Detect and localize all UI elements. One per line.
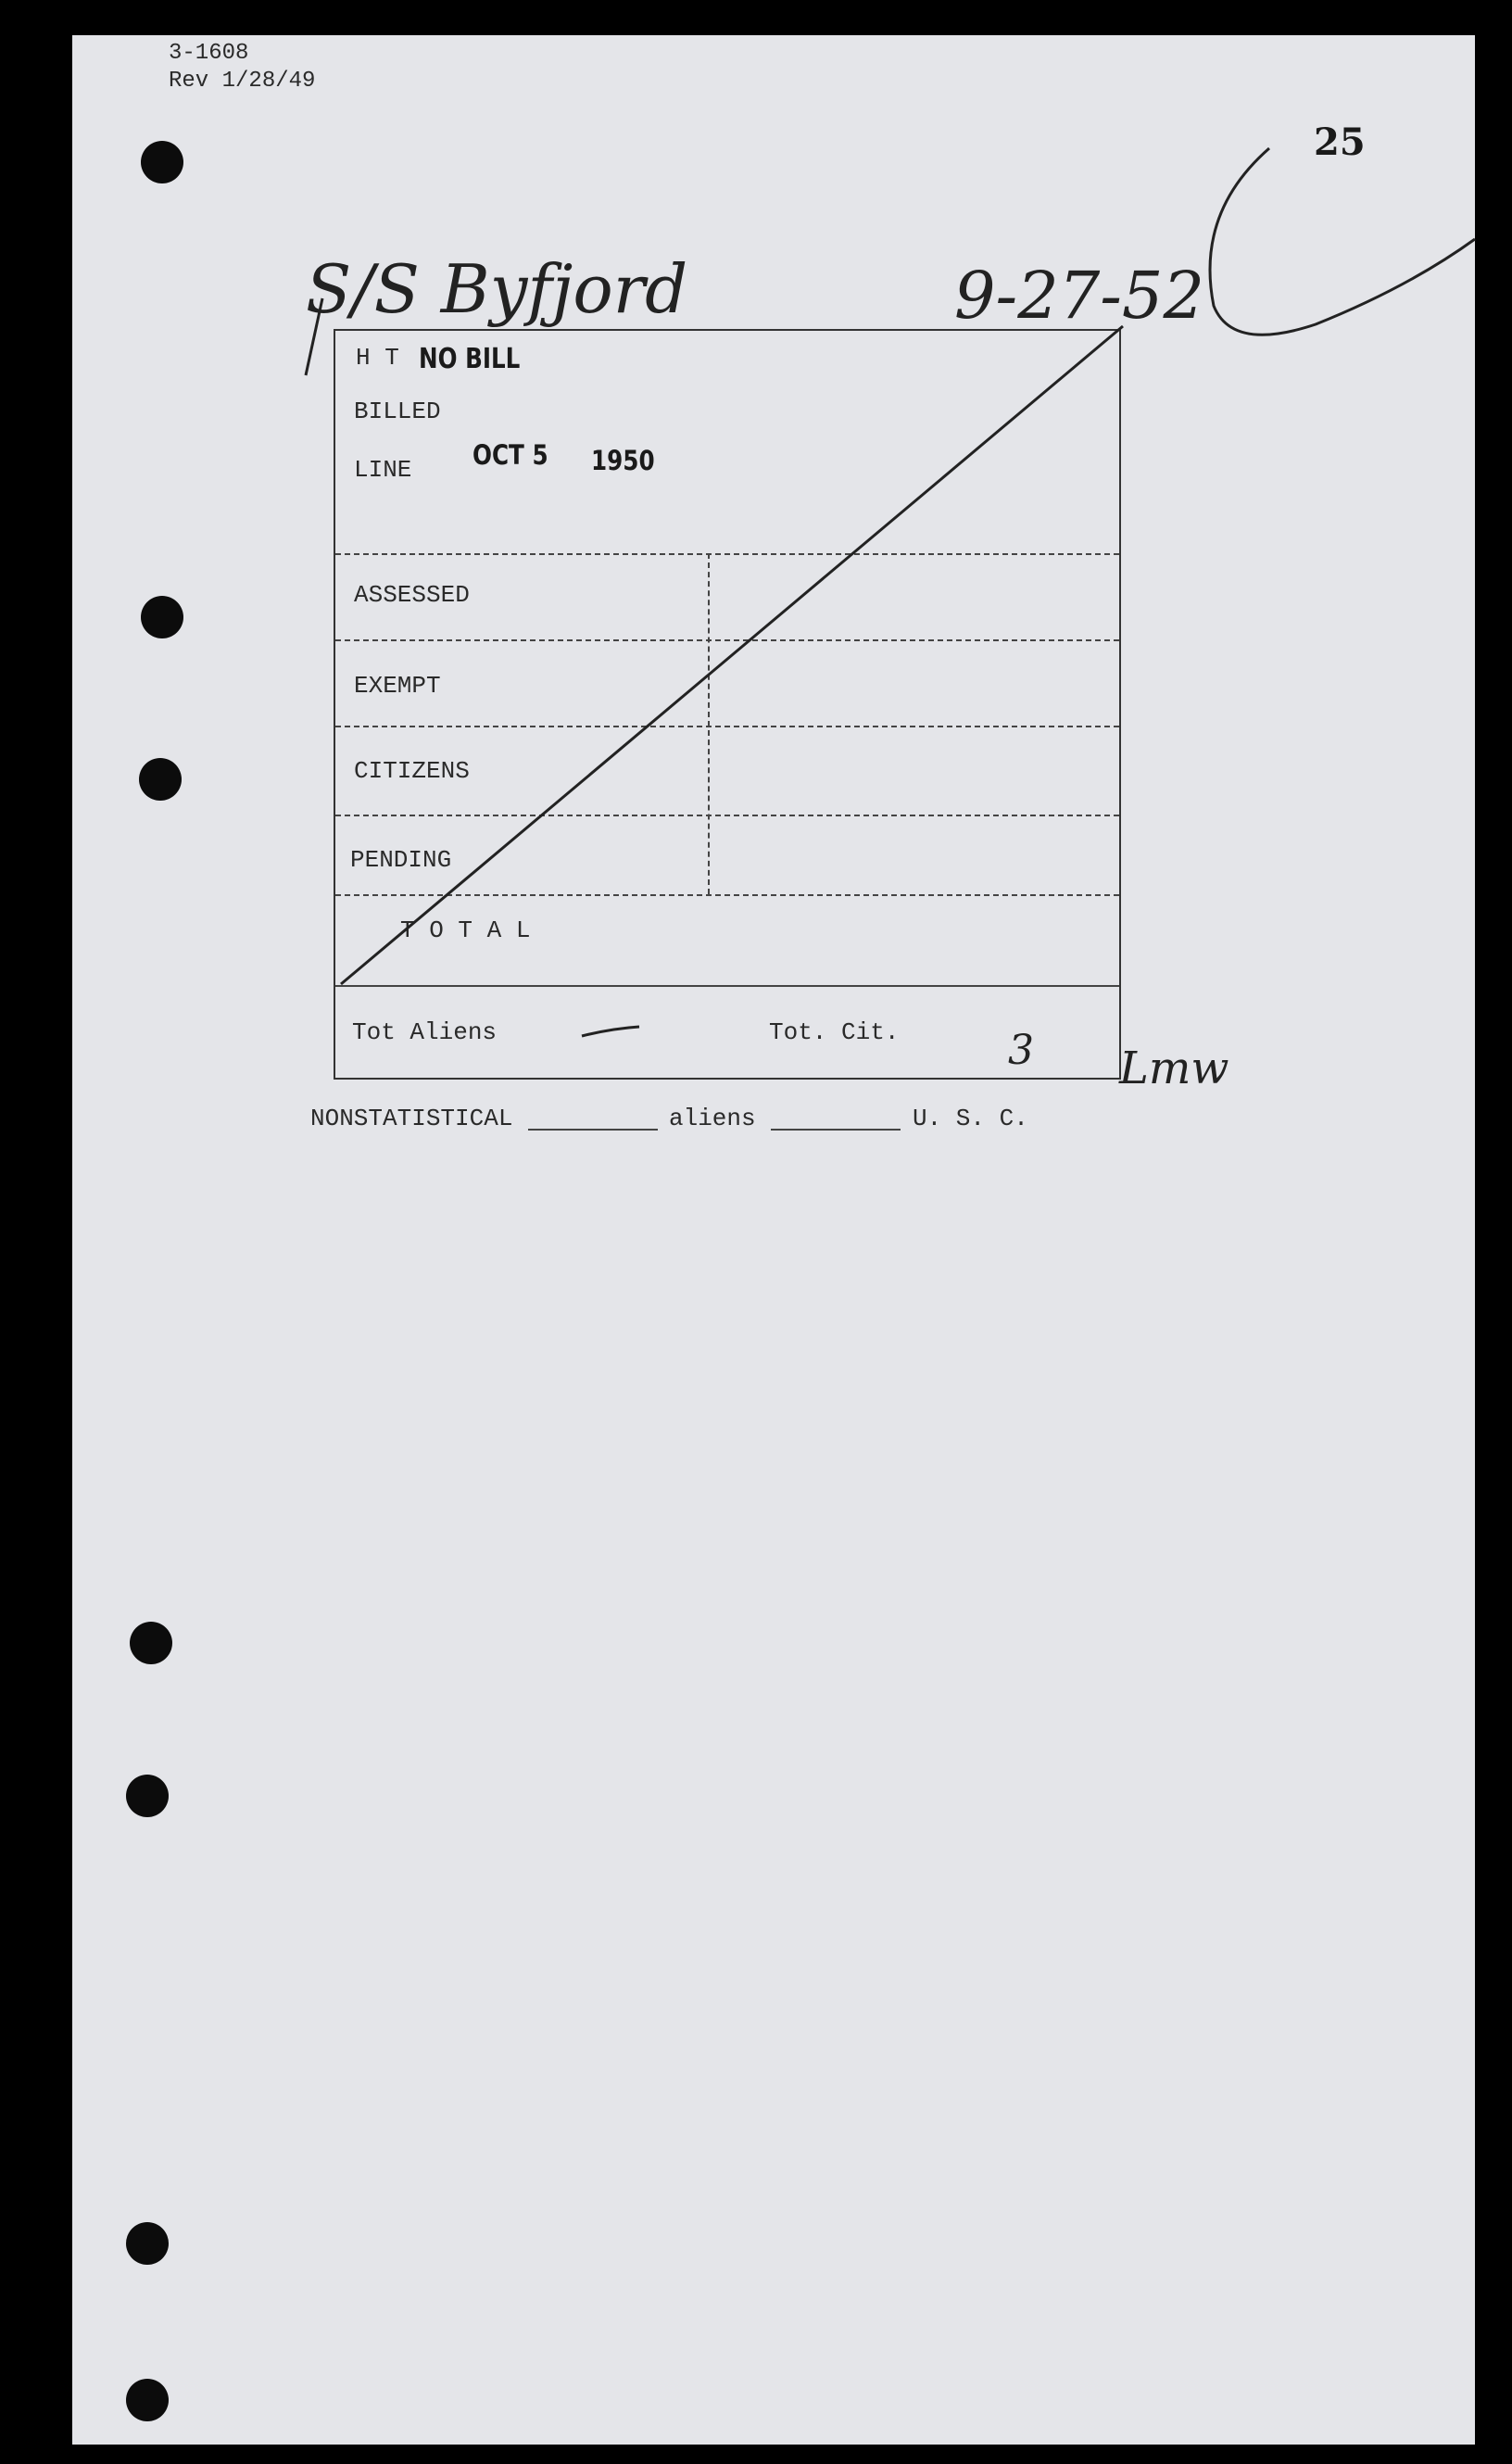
punch-hole — [130, 1622, 172, 1664]
tot-aliens-label: Tot Aliens — [352, 1018, 498, 1046]
citizen-count: 3 — [1008, 1027, 1034, 1074]
tot-cit-label: Tot. Cit. — [769, 1018, 900, 1046]
punch-hole — [126, 2222, 169, 2265]
usc-label: U. S. C. — [913, 1105, 1028, 1132]
no-bill-stamp: NO BILL — [419, 343, 521, 375]
form-divider — [335, 985, 1119, 987]
ship-name: S/S Byfjord — [306, 250, 688, 328]
handwritten-date: 9-27-52 — [954, 258, 1204, 334]
pending-label: PENDING — [350, 846, 452, 874]
punch-hole — [141, 596, 183, 638]
ht-label: H T — [356, 344, 399, 372]
assessed-label: ASSESSED — [354, 581, 470, 609]
punch-hole — [139, 758, 182, 801]
aliens-label: aliens — [669, 1105, 756, 1132]
form-table — [334, 329, 1121, 1080]
nonstatistical-label: NONSTATISTICAL — [310, 1105, 513, 1132]
punch-hole — [141, 141, 183, 183]
punch-hole — [126, 1775, 169, 1817]
form-revision: Rev 1/28/49 — [169, 69, 316, 94]
citizens-label: CITIZENS — [354, 757, 470, 785]
aliens-blank — [771, 1129, 901, 1131]
page-number: 25 — [1314, 120, 1366, 164]
date-stamp: OCT 5 — [472, 439, 548, 471]
form-divider — [335, 815, 1119, 816]
punch-hole — [126, 2379, 169, 2421]
form-divider — [335, 726, 1119, 727]
form-number: 3-1608 — [169, 41, 249, 66]
exempt-label: EXEMPT — [354, 672, 441, 700]
year-stamp: 1950 — [591, 445, 655, 476]
form-divider — [335, 553, 1119, 555]
total-label: T O T A L — [400, 916, 531, 944]
billed-label: BILLED — [354, 398, 441, 425]
form-divider — [335, 894, 1119, 896]
form-column-divider — [708, 553, 710, 894]
form-divider — [335, 639, 1119, 641]
nonstatistical-blank — [528, 1129, 658, 1131]
line-label: LINE — [354, 456, 412, 484]
initials: Lmw — [1119, 1042, 1229, 1094]
